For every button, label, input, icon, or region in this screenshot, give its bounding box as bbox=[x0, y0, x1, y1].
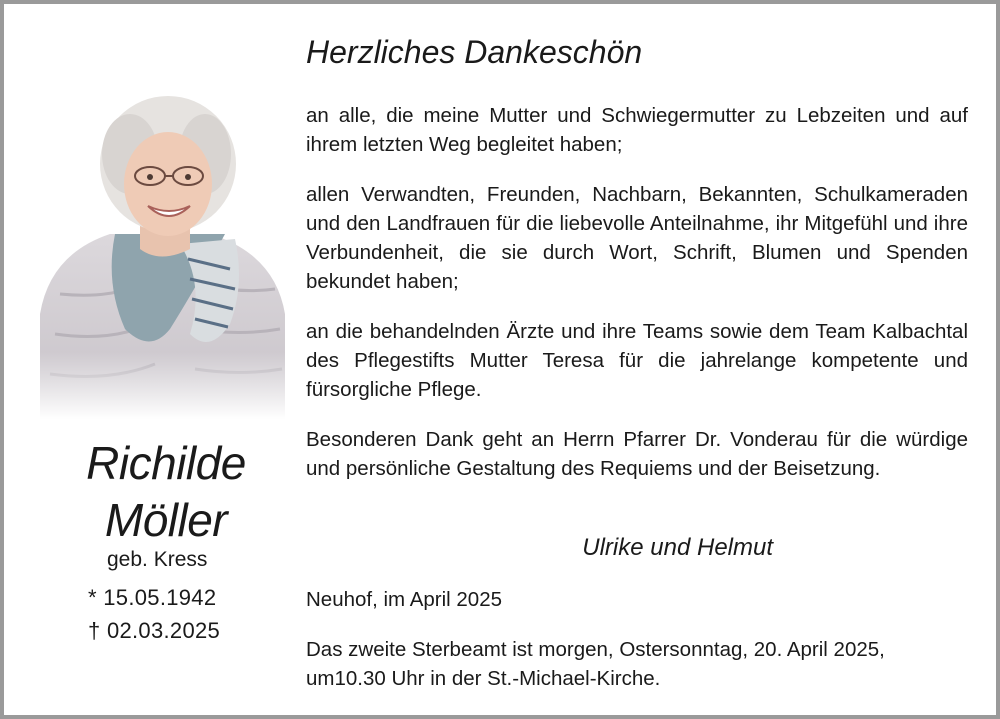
deceased-first-name: Richilde bbox=[86, 437, 246, 489]
place-date: Neuhof, im April 2025 bbox=[306, 588, 503, 611]
birth-date: * 15.05.1942 bbox=[88, 585, 217, 610]
signature: Ulrike und Helmut bbox=[582, 534, 773, 561]
deceased-last-name: Möller bbox=[104, 494, 228, 546]
service-note: Das zweite Sterbeamt ist morgen, Ostersonntag, 20. April 2025, um10.30 Uhr in der St.-Michael-Kirche. bbox=[306, 638, 885, 690]
thanks-paragraph: Besonderen Dank geht an Herrn Pfarrer Dr. Vonderau für die würdige und persönliche Gestaltung des Requiems und der Beisetzung. bbox=[306, 428, 968, 480]
portrait-photo bbox=[30, 84, 292, 419]
thanks-paragraph: allen Verwandten, Freunden, Nachbarn, Bekannten, Schulkameraden und den Landfrauen für die liebevolle Anteilnahme, ihr Mitgefühl und ihre Verbundenheit, die sie durch Wort, Schrift, Blumen und Spenden bekundet haben; bbox=[306, 183, 968, 293]
thanks-paragraph: an alle, die meine Mutter und Schwiegermutter zu Lebzeiten und auf ihrem letzten Weg begleitet haben; bbox=[306, 104, 968, 156]
maiden-name: geb. Kress bbox=[107, 548, 208, 571]
death-date: † 02.03.2025 bbox=[88, 618, 221, 643]
thanks-paragraph: an die behandelnden Ärzte und ihre Teams sowie dem Team Kalbachtal des Pflegestifts Mutter Teresa für die jahrelange kompetente und fürsorgliche Pflege. bbox=[306, 320, 968, 401]
heading: Herzliches Dankeschön bbox=[306, 34, 643, 70]
